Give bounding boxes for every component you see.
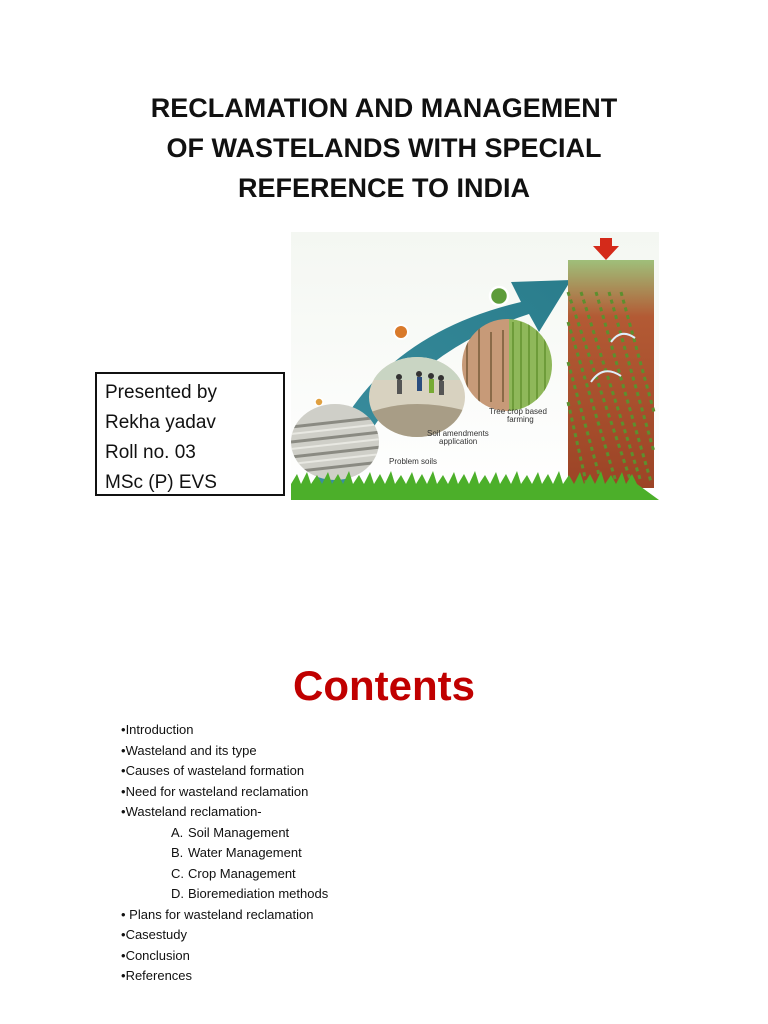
reclamation-illustration [291,232,659,500]
sub-item-text: Soil Management [188,824,290,840]
presenter-line-3: Roll no. 03 [105,442,196,463]
bullet: • [121,722,126,737]
label-application: application [439,437,478,446]
bullet: • [121,947,126,963]
list-item-text: Causes of wasteland formation [125,763,305,778]
presenter-line-4: MSc (P) EVS [105,472,217,493]
slide-title [84,88,684,208]
contents-slide [0,640,768,1024]
sub-item-number: B. [171,845,184,860]
list-item-text: Conclusion [125,947,190,963]
list-item [121,782,521,803]
sub-item-number: C. [171,865,184,881]
label-tree-crop: Tree crop based [489,407,547,416]
sub-list-item [121,864,521,885]
list-item [121,741,521,762]
arrow-dot-2 [394,325,408,339]
title-line-2: OF WASTELANDS WITH SPECIAL [166,133,602,163]
list-item [121,720,521,741]
presenter-box [95,372,285,496]
sub-item-number: D. [171,886,184,901]
list-item [121,925,521,946]
bullet: • [121,927,126,942]
sub-item-text: Water Management [188,845,302,860]
list-item-text: Introduction [125,722,194,737]
list-item [121,905,521,926]
list-item-text: Casestudy [125,927,187,942]
list-item [121,946,521,967]
list-item [121,802,521,823]
list-item-text: Wasteland reclamation- [125,804,262,819]
list-item-text: References [125,968,193,983]
title-line-3: REFERENCE TO INDIA [237,173,531,203]
title-line-1: RECLAMATION AND MANAGEMENT [150,93,618,123]
arrow-dot-3 [490,287,508,305]
bullet: • [121,804,126,819]
label-soil-amendments: Soil amendments [427,429,489,438]
list-item-text: Plans for wasteland reclamation [129,906,314,922]
bullet: • [121,906,130,922]
presenter-line-2: Rekha yadav [105,412,216,433]
bullet: • [121,742,126,758]
bullet: • [121,968,126,983]
label-problem-soils: Problem soils [389,457,438,466]
contents-list [121,720,521,987]
irrigated-field-photo [568,260,654,488]
list-item-text: Wasteland and its type [125,742,257,758]
sub-item-text: Crop Management [188,865,296,881]
list-item [121,761,521,782]
bullet: • [121,783,126,799]
bullet: • [121,763,126,778]
sub-list-item [121,884,521,905]
presenter-line-1: Presented by [105,382,217,403]
sub-item-text: Bioremediation methods [188,886,329,901]
label-farming: farming [507,415,534,424]
list-item-text: Need for wasteland reclamation [125,783,309,799]
contents-heading: Contents [293,662,475,709]
sub-list-item [121,843,521,864]
sub-item-number: A. [171,824,184,840]
sub-list-item [121,823,521,844]
arrow-dot-1 [315,398,323,406]
list-item [121,966,521,987]
